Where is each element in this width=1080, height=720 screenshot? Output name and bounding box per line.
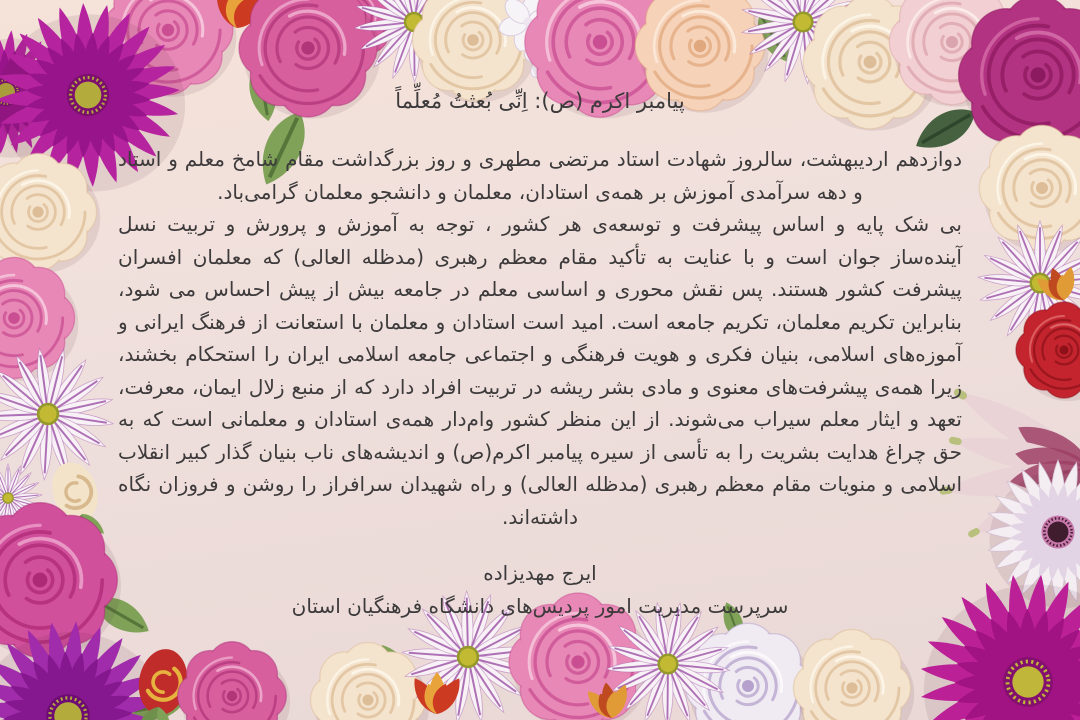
signature-title: سرپرست مدیریت امور پردیس‌های دانشگاه فرهنگیان استان: [291, 594, 789, 618]
message-paragraph-2: بی شک پایه و اساس پیشرفت و توسعه‌ی هر کشور ، توجه به آموزش و پرورش و تربیت نسل آینده‌ساز جوان است و با عنایت به تأکید مقام معظم رهبری (مدظله العالی) که معلمان افسران پیشرفت کشور هستند. پس نقش محوری و اساسی معلم در جامعه بیش از پیش احساس می شود، بنابراین تکریم معلمان، تکریم جامعه است. امید است استادان و معلمان با استعانت از فرهنگ ایرانی و آموزه‌های اسلامی، بنیان فکری و هویت فرهنگی و اجتماعی جامعه اسلامی ایران را استحکام بخشند، زیرا همه‌ی پیشرفت‌های معنوی و مادی بشر ریشه در تربیت افراد دارد که از منبع زلال ایمان، معرفت، تعهد و ایثار معلم سیراب می‌شوند. از این منظر کشور وام‌دار همه‌ی استادان و معلمانی است که به حق چراغ هدایت بشریت را به تأسی از سیره پیامبر اکرم(ص) و اندیشه‌های ناب بنیان گذار کبیر انقلاب اسلامی و منویات مقام معظم رهبری (مدظله العالی) و راه شهیدان سرافراز را روشن و فروزان نگاه داشته‌اند.: [118, 212, 962, 529]
message-paragraph-1: دوازدهم اردیبهشت، سالروز شهادت استاد مرتضی مطهری و روز بزرگداشت مقام شامخ معلم و استاد و دهه سرآمدی آموزش بر همه‌ی استادان، معلمان و دانشجو معلمان گرامی‌باد.: [118, 147, 962, 204]
hadith-line: پیامبر اکرم (ص): اِنِّی بُعثتُ مُعلِّماً: [395, 89, 685, 113]
signature-block: [118, 557, 962, 623]
signature-name: ایرج مهدیزاده: [483, 561, 597, 585]
